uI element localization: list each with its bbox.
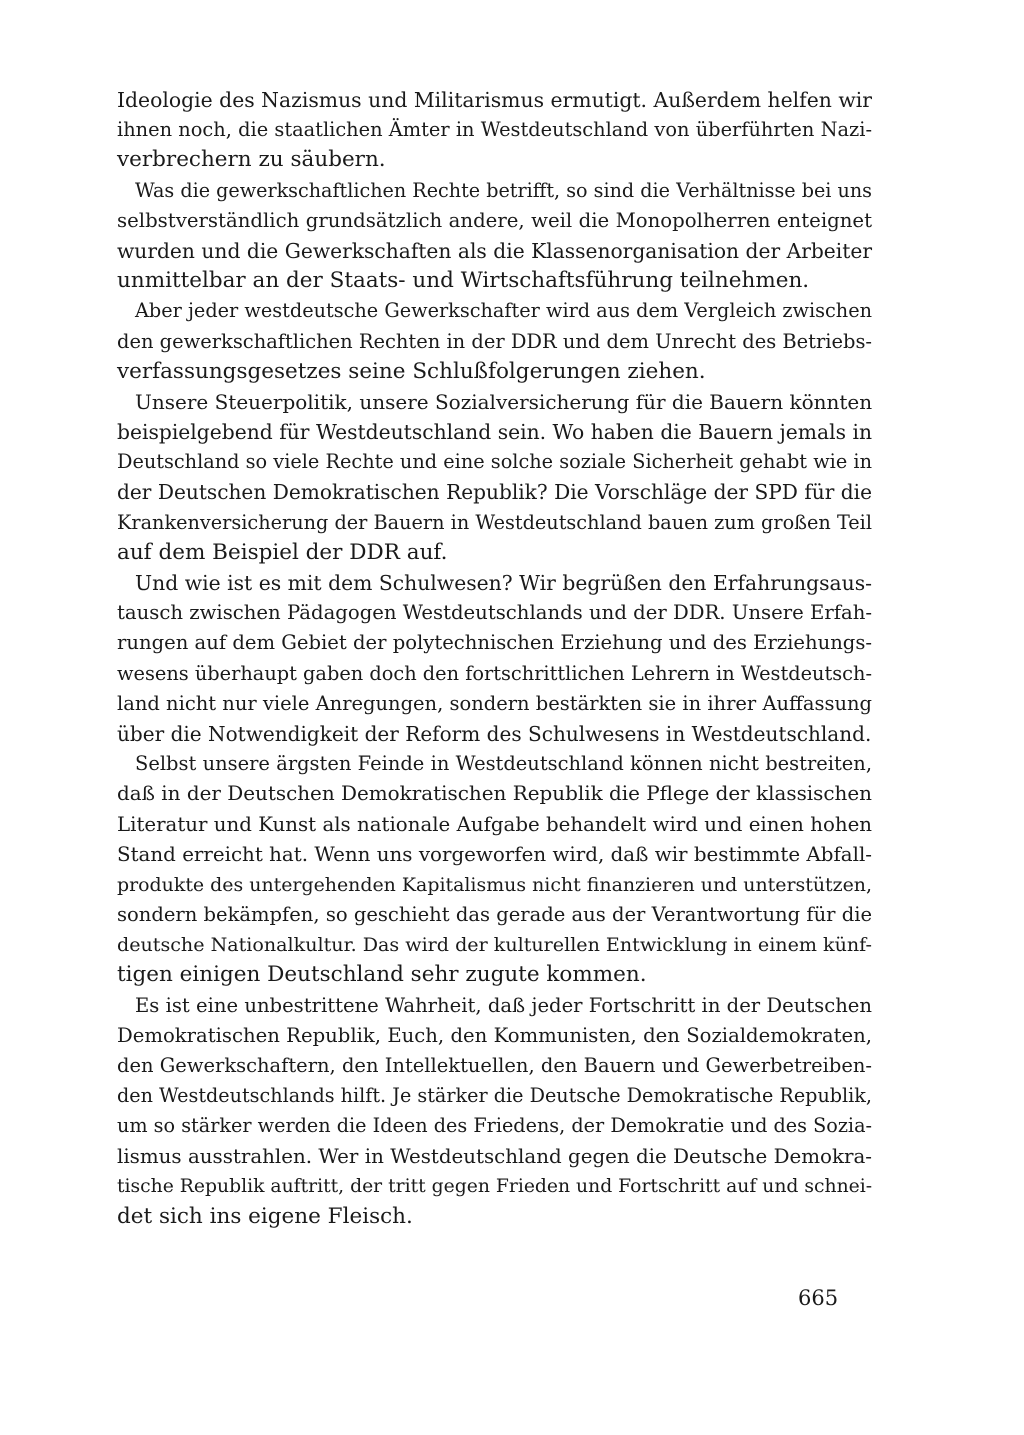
text-line: Selbst unsere ärgsten Feinde in Westdeutschland können nicht bestreiten, — [135, 752, 872, 776]
text-line: wesens überhaupt gaben doch den fortschrittlichen Lehrern in Westdeutsch- — [117, 661, 872, 685]
text-line: auf dem Beispiel der DDR auf. — [117, 539, 448, 565]
text-line: tigen einigen Deutschland sehr zugute kommen. — [117, 962, 647, 988]
page-number: 665 — [798, 1286, 839, 1310]
text-line: daß in der Deutschen Demokratischen Republik die Pflege der klassischen — [117, 782, 872, 806]
text-line: Stand erreicht hat. Wenn uns vorgeworfen wird, daß wir bestimmte Abfall- — [117, 842, 872, 866]
text-line: Demokratischen Republik, Euch, den Kommunisten, den Sozialdemokraten, — [117, 1023, 872, 1047]
text-line: selbstverständlich grundsätzlich andere, weil die Monopolherren enteignet — [117, 208, 872, 232]
text-line: deutsche Nationalkultur. Das wird der kulturellen Entwicklung in einem künf- — [117, 934, 872, 957]
paragraph — [117, 176, 872, 297]
text-line: den gewerkschaftlichen Rechten in der DDR und dem Unrecht des Betriebs- — [117, 329, 872, 353]
text-line: wurden und die Gewerkschaften als die Klassenorganisation der Arbeiter — [117, 238, 872, 263]
text-line: produkte des untergehenden Kapitalismus nicht finanzieren und unterstützen, — [117, 873, 872, 896]
paragraph — [117, 991, 872, 1233]
text-line: Und wie ist es mit dem Schulwesen? Wir begrüßen den Erfahrungsaus- — [135, 571, 872, 595]
text-line: den Gewerkschaftern, den Intellektuellen, den Bauern und Gewerbetreiben- — [117, 1054, 872, 1077]
text-line: tische Republik auftritt, der tritt gegen Frieden und Fortschritt auf und schnei- — [117, 1175, 873, 1197]
text-line: den Westdeutschlands hilft. Je stärker die Deutsche Demokratische Republik, — [117, 1084, 872, 1108]
text-line: beispielgebend für Westdeutschland sein. Wo haben die Bauern jemals in — [117, 420, 872, 445]
text-line: Was die gewerkschaftlichen Rechte betrifft, so sind die Verhältnisse bei uns — [135, 178, 872, 202]
text-line: ihnen noch, die staatlichen Ämter in Westdeutschland von überführten Nazi- — [117, 118, 872, 142]
text-line: um so stärker werden die Ideen des Friedens, der Demokratie und des Sozia- — [117, 1114, 872, 1138]
text-line: Aber jeder westdeutsche Gewerkschafter wird aus dem Vergleich zwischen — [135, 299, 872, 323]
text-line: der Deutschen Demokratischen Republik? Die Vorschläge der SPD für die — [117, 480, 872, 505]
text-line: Deutschland so viele Rechte und eine solche soziale Sicherheit gehabt wie in — [117, 450, 872, 474]
text-line: rungen auf dem Gebiet der polytechnischen Erziehung und des Erziehungs- — [117, 631, 872, 655]
text-line: unmittelbar an der Staats- und Wirtschaftsführung teilnehmen. — [117, 268, 810, 294]
text-line: über die Notwendigkeit der Reform des Schulwesens in Westdeutschland. — [117, 721, 872, 746]
paragraph — [117, 296, 872, 387]
text-line: tausch zwischen Pädagogen Westdeutschlands und der DDR. Unsere Erfah- — [117, 601, 872, 625]
text-line: Literatur und Kunst als nationale Aufgabe behandelt wird und einen hohen — [117, 812, 872, 836]
paragraph — [117, 568, 872, 749]
paragraph — [117, 85, 872, 176]
text-line: land nicht nur viele Anregungen, sondern bestärkten sie in ihrer Auffassung — [117, 691, 872, 715]
text-line: verfassungsgesetzes seine Schlußfolgerungen ziehen. — [117, 358, 706, 384]
text-line: det sich ins eigene Fleisch. — [117, 1203, 413, 1229]
text-line: verbrechern zu säubern. — [117, 147, 386, 173]
paragraph — [117, 749, 872, 991]
text-line: Unsere Steuerpolitik, unsere Sozialversicherung für die Bauern könnten — [135, 389, 873, 414]
text-line: Ideologie des Nazismus und Militarismus ermutigt. Außerdem helfen wir — [117, 88, 872, 112]
text-line: Es ist eine unbestrittene Wahrheit, daß jeder Fortschritt in der Deutschen — [135, 993, 872, 1017]
text-line: sondern bekämpfen, so geschieht das gerade aus der Verantwortung für die — [117, 903, 872, 927]
text-line: lismus ausstrahlen. Wer in Westdeutschland gegen die Deutsche Demokra- — [117, 1144, 872, 1168]
text-line: Krankenversicherung der Bauern in Westdeutschland bauen zum großen Teil — [117, 510, 872, 534]
paragraph — [117, 387, 872, 568]
body-text — [117, 85, 872, 1232]
